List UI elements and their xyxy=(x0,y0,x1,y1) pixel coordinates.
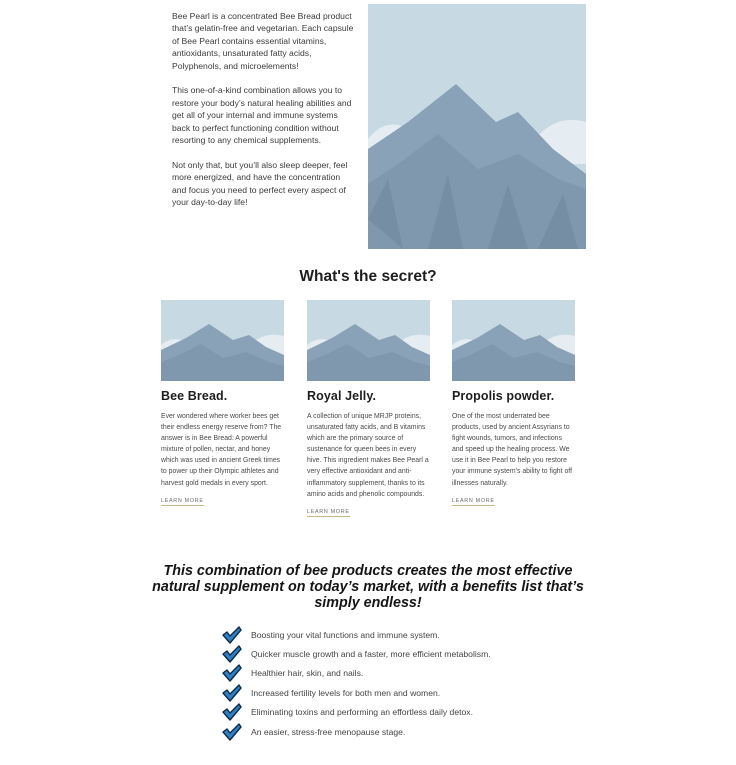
checkmark-icon xyxy=(222,723,242,741)
benefit-text: Eliminating toxins and performing an effortless daily detox. xyxy=(251,707,473,718)
hero-image xyxy=(368,4,586,249)
checkmark-icon xyxy=(222,626,242,644)
benefit-item xyxy=(222,703,552,722)
card-body: A collection of unique MRJP proteins, unsaturated fatty acids, and B vitamins which are the primary source of sustenance for queen bees in every hive. This ingredient makes Bee Pearl a very effective antioxidant and anti-inflammatory supplement, thanks to its amino acids and phenolic compounds. xyxy=(307,413,429,498)
card-image xyxy=(161,300,284,381)
learn-more-link[interactable]: LEARN MORE xyxy=(161,497,204,504)
intro-paragraph: Bee Pearl is a concentrated Bee Bread product that’s gelatin-free and vegetarian. Each capsule of Bee Pearl contains essential vitamins, antioxidants, unsaturated fatty acids, Polyphenols, and microelements! xyxy=(172,11,354,71)
secret-section-title: What's the secret? xyxy=(299,268,437,285)
checkmark-icon xyxy=(222,703,242,721)
checkmark-icon xyxy=(222,645,242,663)
card-body: One of the most underrated bee products, used by ancient Assyrians to fight wounds, tumors, and infections and speed up the healing process. We use it in Bee Pearl to help you restore your immune system’s ability to fight off illnesses naturally. xyxy=(452,413,572,487)
mountain-placeholder-icon xyxy=(368,4,586,249)
intro-text xyxy=(172,10,354,221)
benefit-item xyxy=(222,664,552,683)
benefit-text: An easier, stress-free menopause stage. xyxy=(251,726,406,737)
benefits-list xyxy=(222,625,552,741)
benefit-text: Boosting your vital functions and immune system. xyxy=(251,629,440,640)
benefit-text: Healthier hair, skin, and nails. xyxy=(251,668,364,679)
tagline-heading: This combination of bee products creates the most effective natural supplement on today’s market, with a benefits list that’s simply endless! xyxy=(152,563,584,611)
mountain-placeholder-icon xyxy=(161,300,284,381)
benefit-item xyxy=(222,683,552,702)
card-title: Royal Jelly. xyxy=(307,389,377,403)
card-bee-bread xyxy=(161,300,284,507)
learn-more-link[interactable]: LEARN MORE xyxy=(307,508,350,515)
card-image xyxy=(307,300,430,381)
card-title: Bee Bread. xyxy=(161,389,228,403)
mountain-placeholder-icon xyxy=(452,300,575,381)
benefit-item xyxy=(222,722,552,741)
card-image xyxy=(452,300,575,381)
card-title: Propolis powder. xyxy=(452,389,555,403)
benefit-item xyxy=(222,644,552,663)
benefit-item xyxy=(222,625,552,644)
mountain-placeholder-icon xyxy=(307,300,430,381)
intro-paragraph: Not only that, but you’ll also sleep deeper, feel more energized, and have the concentration and focus you need to perfect every aspect of your day-to-day life! xyxy=(172,159,348,208)
intro-paragraph: This one-of-a-kind combination allows you to restore your body’s natural healing abilities and get all of your internal and immune systems back to perfect functioning condition without resorting to any chemical supplements. xyxy=(172,85,352,146)
checkmark-icon xyxy=(222,684,242,702)
card-propolis-powder xyxy=(452,300,575,507)
card-body: Ever wondered where worker bees get their endless energy reserve from? The answer is in Bee Bread: A powerful mixture of pollen, nectar, and honey which was used in ancient Greek times to power up their Olympic athletes and harvest gold medals in every sport. xyxy=(161,413,282,487)
learn-more-link[interactable]: LEARN MORE xyxy=(452,497,495,504)
checkmark-icon xyxy=(222,664,242,682)
benefit-text: Quicker muscle growth and a faster, more efficient metabolism. xyxy=(251,649,491,660)
benefit-text: Increased fertility levels for both men and women. xyxy=(251,687,441,698)
card-royal-jelly xyxy=(307,300,430,518)
